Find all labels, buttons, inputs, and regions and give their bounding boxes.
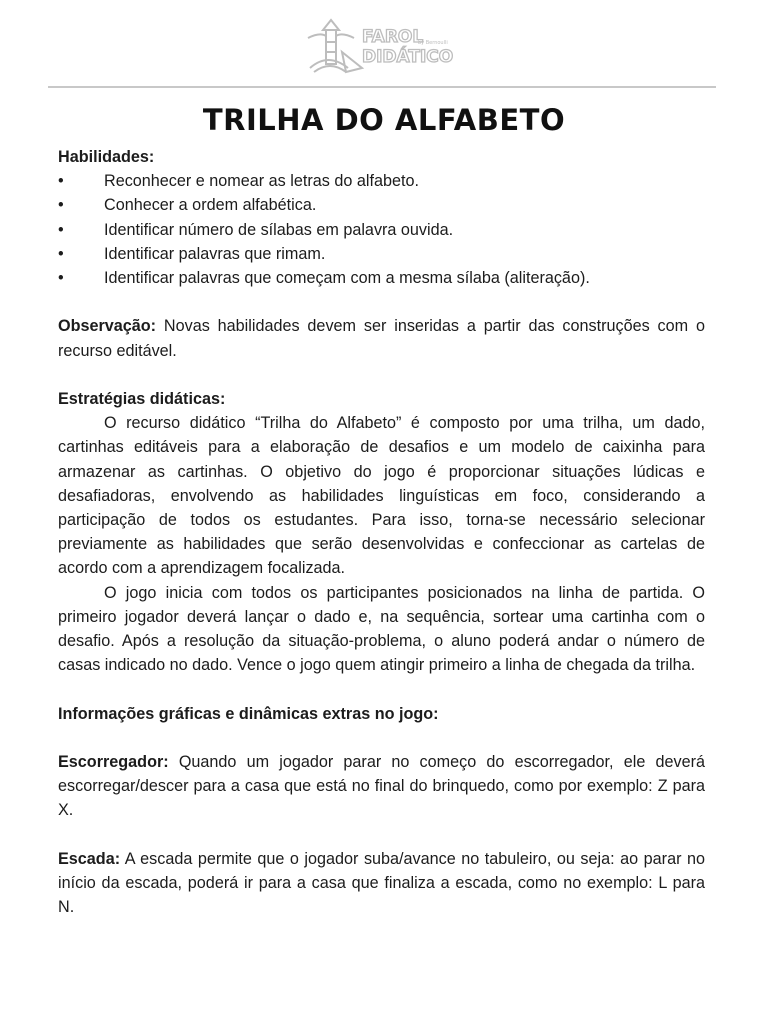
observacao-label: Observação: bbox=[58, 317, 157, 336]
list-item: • Reconhecer e nomear as letras do alfabeto. bbox=[58, 169, 705, 193]
escada-label: Escada: bbox=[58, 849, 121, 868]
estrategias-paragraph-1: O recurso didático “Trilha do Alfabeto” é composto por uma trilha, um dado, cartinhas editáveis para a elaboração de desafios e um modelo de caixinha para armazenar as cartinhas. O objetivo do jogo é proporcionar situações lúdicas e desafiadoras, envolvendo as habilidades linguísticas em foco, considerando a participação de todos os estudantes. Para isso, torna-se necessário selecionar previamente as habilidades que serão desenvolvidas e confeccionar as cartelas de acordo com a aprendizagem focalizada. bbox=[58, 414, 705, 578]
escorregador-text: Quando um jogador parar no começo do escorregador, ele deverá escorregar/descer para a casa que está no final do brinquedo, como por exemplo: Z para X. bbox=[58, 753, 705, 820]
farol-didatico-logo bbox=[306, 12, 466, 76]
header-divider bbox=[48, 86, 716, 88]
page-title: TRILHA DO ALFABETO bbox=[202, 103, 566, 137]
bullet-icon: • bbox=[58, 196, 64, 215]
logo-line2: DIDÁTICO bbox=[362, 47, 454, 67]
list-item: • Conhecer a ordem alfabética. bbox=[58, 193, 705, 217]
escada-text: A escada permite que o jogador suba/avance no tabuleiro, ou seja: ao parar no início da escada, poderá ir para a casa que finaliza a escada, como no exemplo: L para N. bbox=[58, 849, 705, 917]
escorregador-label: Escorregador: bbox=[58, 753, 169, 772]
escada-paragraph bbox=[58, 847, 705, 920]
estrategias-paragraph-2: O jogo inicia com todos os participantes posicionados na linha de partida. O primeiro jogador deverá lançar o dado e, na sequência, sortear uma cartinha com o desafio. Após a resolução da situação-problema, o aluno poderá andar o número de casas indicado no dado. Vence o jogo quem atingir primeiro a linha de chegada da trilha. bbox=[58, 583, 705, 675]
habilidades-list bbox=[58, 169, 705, 290]
bullet-icon: • bbox=[58, 172, 64, 191]
document-body bbox=[58, 145, 705, 919]
list-item: • Identificar número de sílabas em palavra ouvida. bbox=[58, 218, 705, 242]
habilidades-heading: Habilidades: bbox=[58, 148, 155, 166]
extras-heading: Informações gráficas e dinâmicas extras no jogo: bbox=[58, 704, 439, 723]
list-item: • Identificar palavras que começam com a mesma sílaba (aliteração). bbox=[58, 266, 705, 290]
observacao-text: Novas habilidades devem ser inseridas a partir das construções com o recurso editável. bbox=[58, 317, 705, 360]
bullet-icon: • bbox=[58, 244, 64, 263]
bullet-icon: • bbox=[58, 220, 64, 239]
bullet-icon: • bbox=[58, 269, 64, 288]
list-item: • Identificar palavras que rimam. bbox=[58, 242, 705, 266]
escorregador-paragraph bbox=[58, 750, 705, 823]
observacao-paragraph bbox=[58, 314, 705, 362]
logo-line1: FAROL bbox=[362, 27, 424, 47]
estrategias-heading: Estratégias didáticas: bbox=[58, 390, 226, 408]
logo-tag: by Bernoulli bbox=[418, 40, 448, 46]
